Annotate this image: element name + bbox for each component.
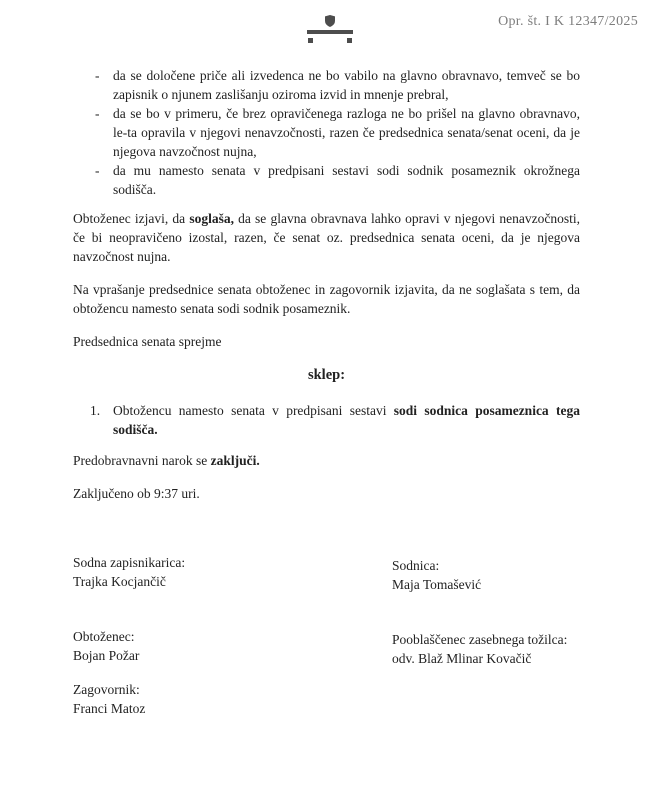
signature-private-prosecutor-counsel [392, 627, 580, 668]
emblem-foot-right [347, 38, 352, 43]
consent-paragraph [73, 209, 580, 266]
signature-row [73, 627, 580, 668]
emblem-foot-left [308, 38, 313, 43]
signature-role: Pooblaščenec zasebnega tožilca: [392, 632, 568, 647]
shield-icon [325, 15, 335, 27]
signature-name: Franci Matoz [73, 701, 146, 716]
signature-name: Trajka Kocjančič [73, 574, 166, 589]
bullet-dash: - [95, 106, 100, 121]
decision-item-text [113, 403, 580, 437]
signature-name: odv. Blaž Mlinar Kovačič [392, 651, 532, 666]
case-number: Opr. št. I K 12347/2025 [498, 14, 638, 29]
signature-role: Zagovornik: [73, 682, 140, 697]
court-emblem-icon [307, 15, 353, 43]
signature-row [73, 680, 580, 718]
advisements-list [73, 66, 580, 199]
signature-name: Maja Tomašević [392, 577, 482, 592]
signature-role: Sodna zapisnikarica: [73, 555, 186, 570]
signature-role: Sodnica: [392, 558, 440, 573]
signature-section [73, 553, 580, 718]
decision-heading: sklep: [307, 367, 346, 383]
signature-row [73, 553, 580, 594]
signature-empty-cell [392, 680, 580, 718]
emblem-feet [307, 38, 353, 43]
hearing-closed-paragraph [73, 451, 580, 470]
signature-court-recorder [73, 553, 392, 594]
list-item [73, 161, 580, 199]
adopts-paragraph: Predsednica senata sprejme [73, 334, 222, 349]
signature-role: Obtoženec: [73, 629, 135, 644]
signature-defendant [73, 627, 392, 668]
consent-pre: Obtoženec izjavi, da [73, 211, 190, 226]
list-item-text: da se bo v primeru, če brez opravičenega razloga ne bo prišel na glavno obravnavo, le-ta opravila v njegovi nenavzočnosti, razen če predsednica senata/senat oceni, da je njegova navzočnost nujna, [113, 106, 580, 159]
signature-judge [392, 553, 580, 594]
decision-item-1 [73, 401, 580, 439]
bullet-dash: - [95, 68, 100, 83]
bullet-dash: - [95, 163, 100, 178]
hearing-closed-pre: Predobravnavni narok se [73, 453, 211, 468]
closing-time: Zaključeno ob 9:37 uri. [73, 486, 200, 501]
list-item-text: da mu namesto senata v predpisani sestavi sodi sodnik posameznik okrožnega sodišča. [113, 163, 580, 197]
decision-item-bold: sodi sodnica posameznica tega sodišča. [113, 403, 580, 437]
emblem-bar [307, 30, 353, 34]
list-item [73, 66, 580, 104]
signature-defense-counsel [73, 680, 392, 718]
question-paragraph: Na vprašanje predsednice senata obtoženec in zagovornik izjavita, da ne soglašata s tem, da obtožencu namesto senata sodi sodnik posameznik. [73, 282, 580, 316]
consent-post: da se glavna obravnava lahko opravi v njegovi nenavzočnosti, če bi neopravičeno izostal, razen, če senat oz. predsednica senata oceni, da je njegova navzočnost nujna. [73, 211, 580, 264]
document-body [73, 66, 580, 718]
decision-item-number: 1. [90, 403, 101, 418]
hearing-closed-bold: zaključi. [210, 453, 260, 468]
list-item-text: da se določene priče ali izvedenca ne bo vabilo na glavno obravnavo, temveč se bo zapisnik o njunem zaslišanju oziroma izvid in mnenje prebral, [113, 68, 580, 102]
signature-name: Bojan Požar [73, 648, 140, 663]
decision-item-pre: Obtožencu namesto senata v predpisani sestavi [113, 403, 394, 418]
consent-bold: soglaša, [189, 211, 234, 226]
list-item [73, 104, 580, 161]
